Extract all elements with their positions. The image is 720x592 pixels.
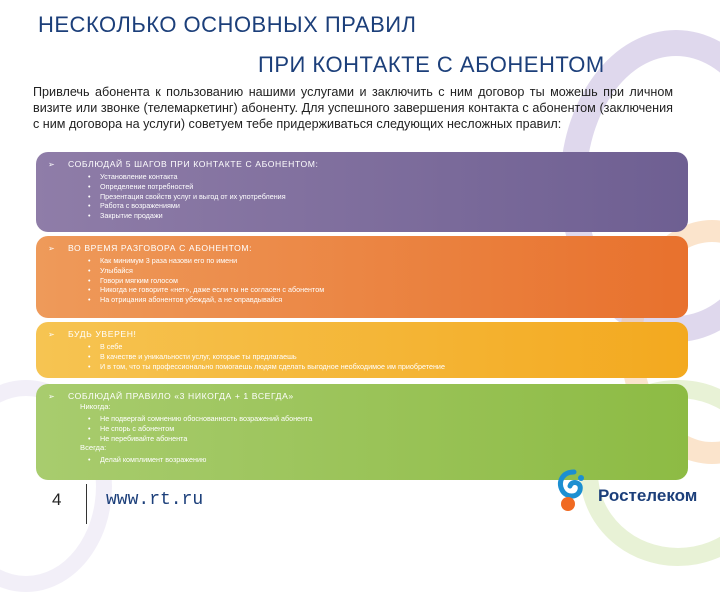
list-item: • И в том, что ты профессионально помогаешь людям сделать выгодное необходимое им приобретение (88, 362, 678, 372)
always-label: Всегда: (80, 443, 107, 453)
rule-list (88, 172, 678, 221)
rule-block-conversation (36, 236, 688, 318)
list-item: • Не спорь с абонентом (88, 424, 678, 434)
rule-list (88, 342, 678, 371)
brand-name: Ростелеком (598, 486, 698, 505)
never-list (88, 414, 678, 443)
list-item: • В себе (88, 342, 678, 352)
arrow-right-icon: ➢ (48, 391, 56, 401)
list-item: • В качестве и уникальности услуг, которые ты предлагаешь (88, 352, 678, 362)
page-number: 4 (52, 490, 62, 509)
intro-paragraph: Привлечь абонента к пользованию нашими услугами и заключить с ним договор ты можешь при личном визите или звонке (телемаркетинг) абоненту. Для успешного завершения контакта с абонентом (заключения с ним договора на услуги) советуем тебе придерживаться следующих несложных правил: (33, 85, 673, 132)
rostelecom-logo-icon (554, 468, 594, 514)
list-item: • Никогда не говорите «нет», даже если ты не согласен с абонентом (88, 285, 678, 295)
list-item: • Не перебивайте абонента (88, 434, 678, 444)
site-link[interactable]: www.rt.ru (106, 490, 204, 510)
list-item: • Закрытие продажи (88, 211, 678, 221)
never-label: Никогда: (80, 402, 111, 411)
rule-heading: ➢ БУДЬ УВЕРЕН! (48, 329, 137, 339)
list-item: • Делай комплимент возражению (88, 455, 678, 465)
arrow-right-icon: ➢ (48, 243, 56, 253)
list-item: • Определение потребностей (88, 182, 678, 192)
rule-list (88, 256, 678, 305)
list-item: • Улыбайся (88, 266, 678, 276)
always-list (88, 455, 678, 465)
list-item: • Презентация свойств услуг и выгод от их употребления (88, 192, 678, 202)
page-title-line-2: ПРИ КОНТАКТЕ С АБОНЕНТОМ (258, 52, 605, 77)
rule-block-3-never-1-always (36, 384, 688, 480)
list-item: • Установление контакта (88, 172, 678, 182)
list-item: • Говори мягким голосом (88, 276, 678, 286)
rule-heading: ➢ СОБЛЮДАЙ ПРАВИЛО «3 НИКОГДА + 1 ВСЕГДА» (48, 391, 294, 401)
list-item: • Не подвергай сомнению обоснованность возражений абонента (88, 414, 678, 424)
list-item: • Работа с возражениями (88, 201, 678, 211)
page-title-line-1: НЕСКОЛЬКО ОСНОВНЫХ ПРАВИЛ (38, 12, 417, 37)
arrow-right-icon: ➢ (48, 159, 56, 169)
rule-heading: ➢ СОБЛЮДАЙ 5 ШАГОВ ПРИ КОНТАКТЕ С АБОНЕНТОМ: (48, 159, 319, 169)
footer-divider (86, 484, 87, 524)
list-item: • Как минимум 3 раза назови его по имени (88, 256, 678, 266)
arrow-right-icon: ➢ (48, 329, 56, 339)
list-item: • На отрицания абонентов убеждай, а не оправдывайся (88, 295, 678, 305)
rule-heading: ➢ ВО ВРЕМЯ РАЗГОВОРА С АБОНЕНТОМ: (48, 243, 253, 253)
rule-block-be-confident (36, 322, 688, 378)
rule-block-5-steps (36, 152, 688, 232)
